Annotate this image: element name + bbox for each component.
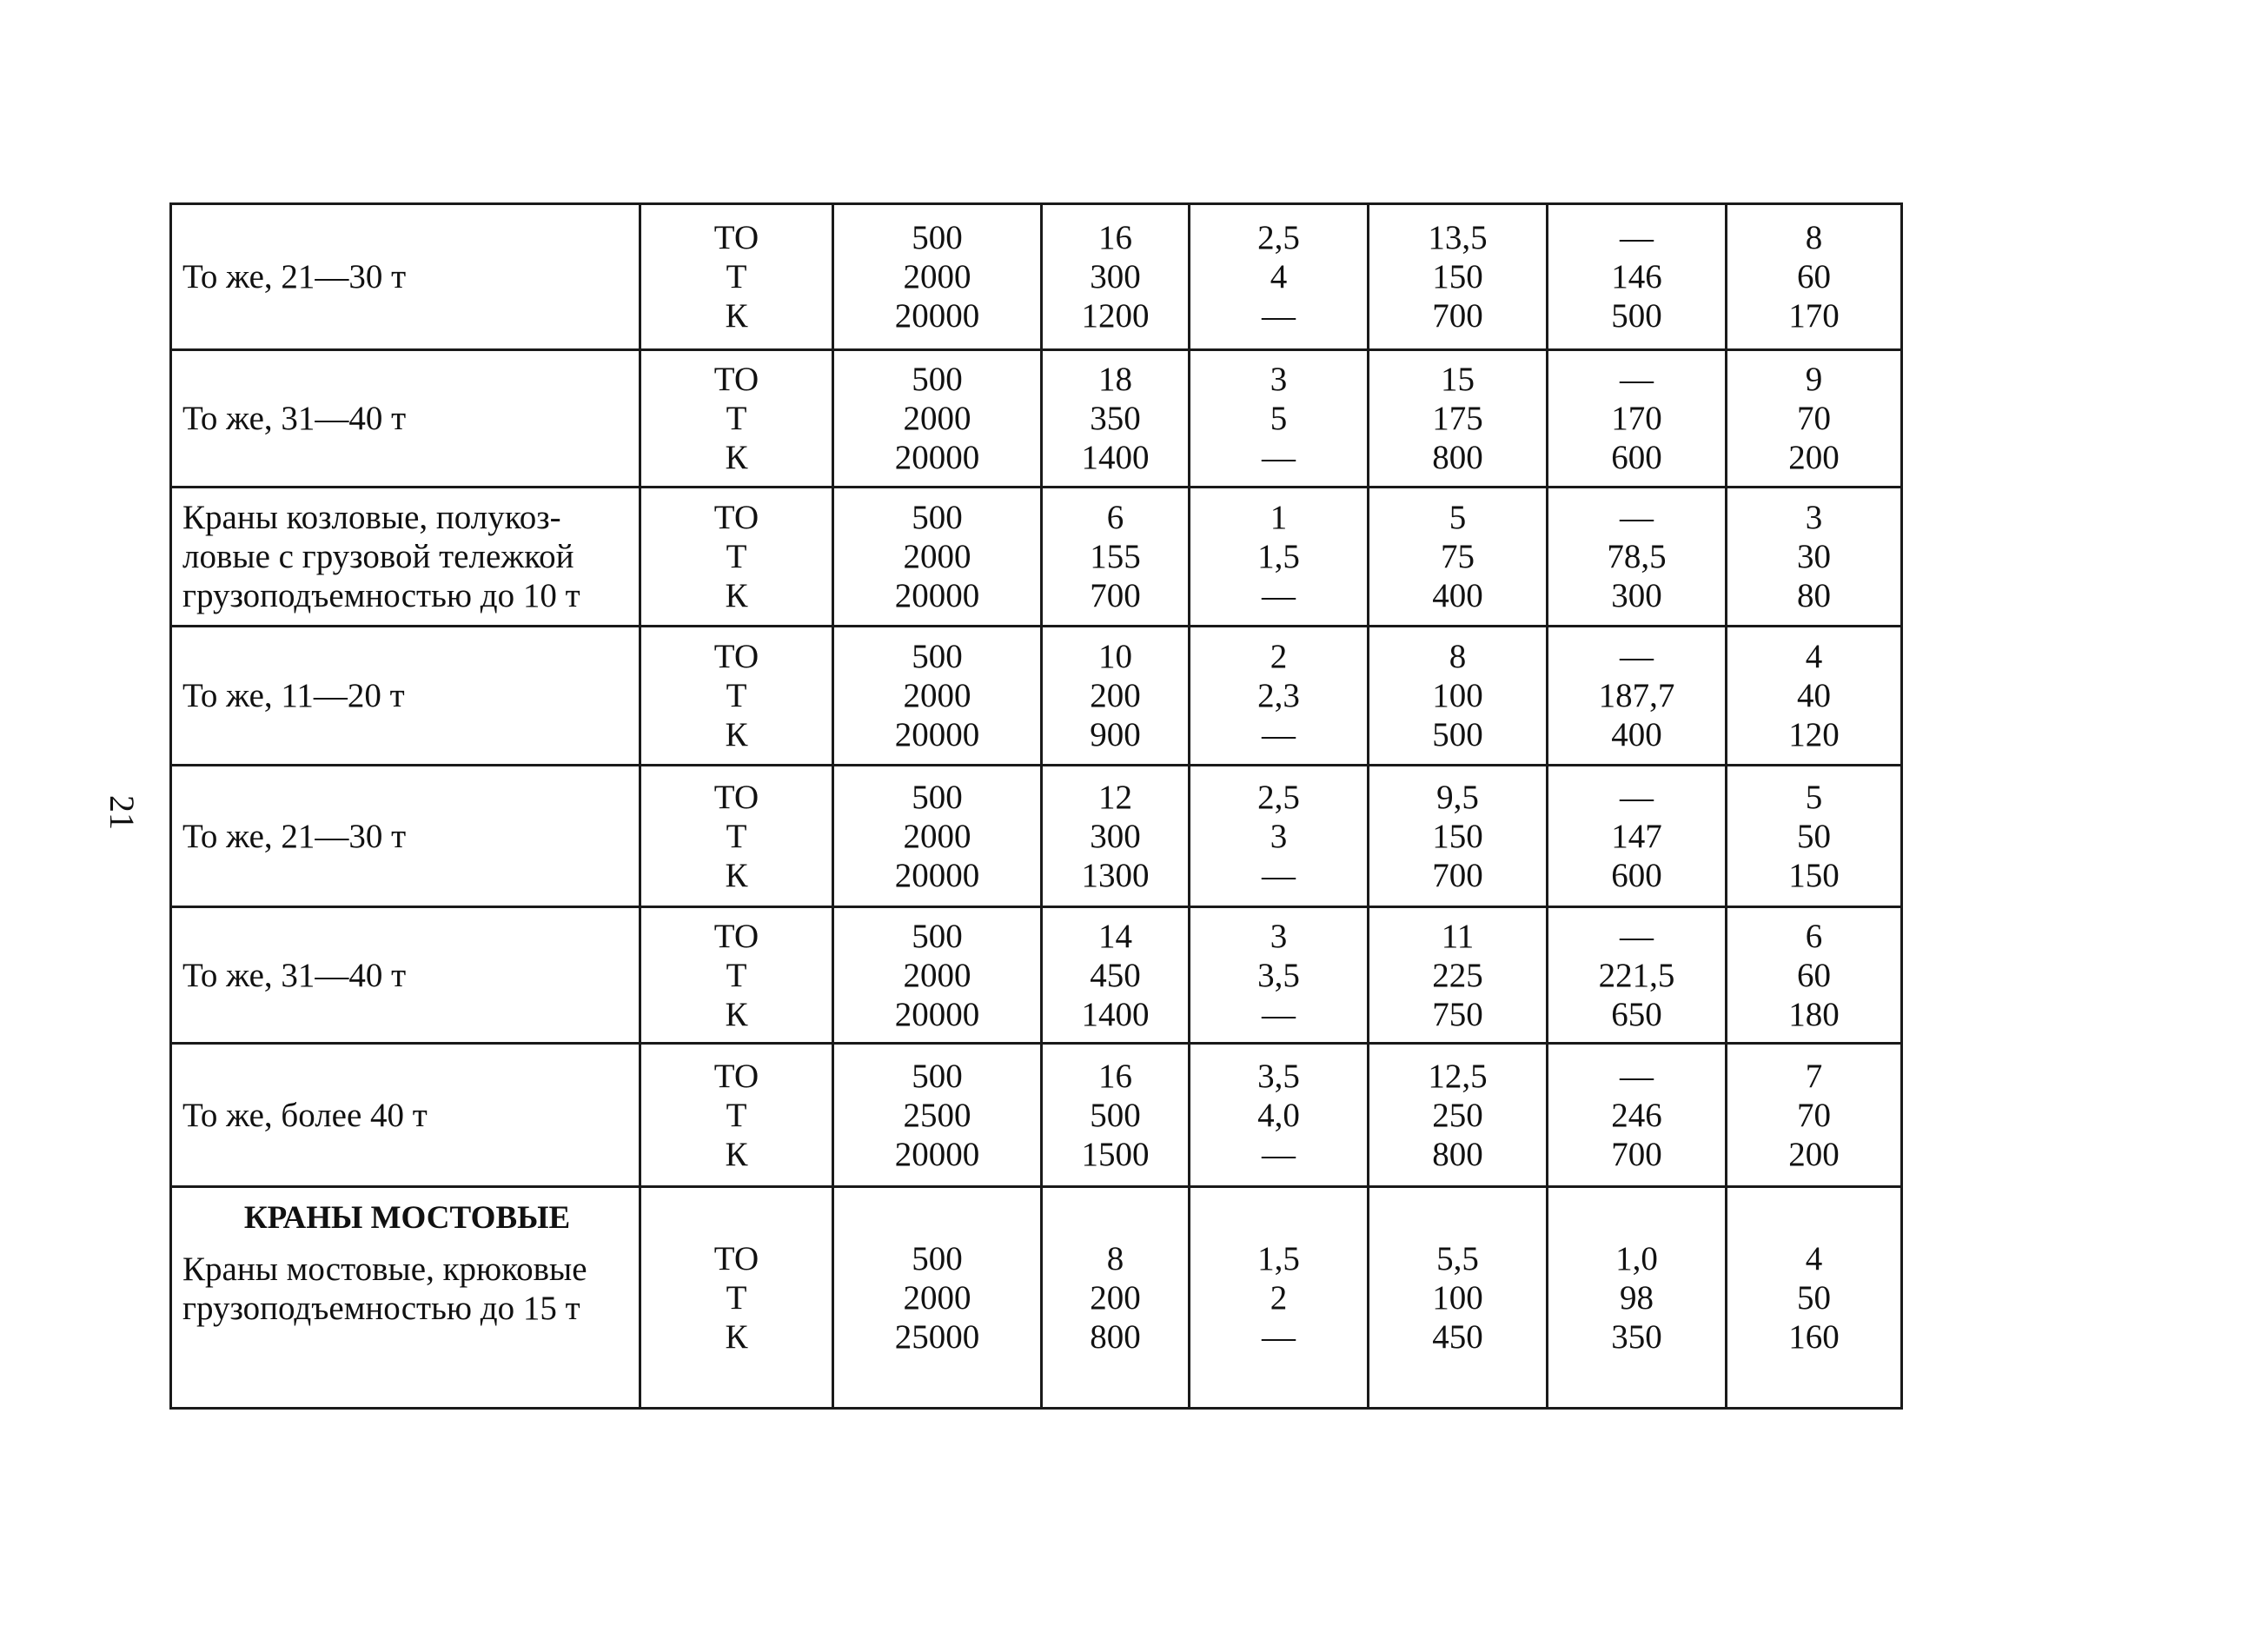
cell-value: 100: [1432, 1278, 1483, 1317]
cell-value: 500: [912, 917, 963, 955]
value-cell: [1190, 1044, 1369, 1187]
table-row: [171, 350, 1902, 488]
table-row: [171, 488, 1902, 627]
cell-value: 15: [1441, 361, 1475, 398]
cell-value: К: [725, 716, 748, 753]
cell-value: 20000: [894, 297, 980, 335]
cell-value: ТО: [713, 499, 759, 536]
cell-value: 18: [1098, 361, 1132, 398]
cell-value: 300: [1611, 577, 1662, 614]
cell-value: 11: [1441, 917, 1475, 955]
equipment-name: То же, 31—40 т: [182, 400, 407, 437]
cell-value: 300: [1090, 817, 1141, 855]
equipment-name-cell: [171, 766, 640, 907]
cell-value: 800: [1432, 1135, 1483, 1173]
value-cell: [1190, 204, 1369, 350]
cell-value: Т: [726, 677, 747, 714]
value-cell: [1042, 350, 1190, 488]
cell-value: 350: [1090, 400, 1141, 437]
cell-value: Т: [726, 1278, 747, 1317]
cell-value: 25000: [894, 1317, 980, 1356]
equipment-name-line: Краны козловые, полукоз-: [182, 499, 561, 536]
maintenance-table: [169, 202, 1903, 1410]
cell-value: 3,5: [1257, 956, 1300, 994]
cell-value: 9: [1805, 361, 1823, 398]
cell-value: 4: [1805, 1239, 1823, 1277]
value-cell: [1727, 1187, 1902, 1409]
cell-value: 450: [1090, 956, 1141, 994]
cell-value: 1,5: [1257, 538, 1300, 575]
cell-value: 1,5: [1257, 1239, 1300, 1277]
cell-value: 500: [1611, 297, 1662, 335]
value-cell: [1548, 488, 1727, 627]
cell-value: —: [1620, 361, 1654, 398]
value-cell: [833, 350, 1042, 488]
cell-value: 175: [1432, 400, 1483, 437]
cell-value: 7: [1805, 1057, 1823, 1095]
cell-value: Т: [726, 956, 747, 994]
cell-value: К: [725, 1135, 748, 1173]
cell-value: —: [1620, 1057, 1654, 1095]
cell-value: 20000: [894, 995, 980, 1033]
cell-value: 20000: [894, 439, 980, 476]
equipment-name: То же, 21—30 т: [182, 817, 407, 855]
cell-value: К: [725, 995, 748, 1033]
page-number: 21: [103, 795, 142, 830]
cell-value: Т: [726, 817, 747, 855]
cell-value: 50: [1797, 1278, 1831, 1317]
cell-value: 1300: [1081, 856, 1150, 894]
table-row: [171, 627, 1902, 766]
equipment-name-cell: [171, 204, 640, 350]
cell-value: ТО: [713, 219, 759, 256]
cell-value: 500: [912, 499, 963, 536]
cell-value: 500: [912, 219, 963, 256]
table-row: [171, 1187, 1902, 1409]
cell-value: 12: [1098, 778, 1132, 816]
cell-value: К: [725, 577, 748, 614]
cell-value: 3: [1805, 499, 1823, 536]
equipment-name-cell: [171, 1187, 640, 1409]
cell-value: 98: [1620, 1278, 1654, 1317]
value-cell: [1190, 350, 1369, 488]
value-cell: [1548, 350, 1727, 488]
value-cell: [1042, 488, 1190, 627]
cell-value: 12,5: [1428, 1057, 1488, 1095]
table-row: [171, 1044, 1902, 1187]
cell-value: 4,0: [1257, 1096, 1300, 1134]
cell-value: —: [1620, 499, 1654, 536]
cell-value: —: [1620, 638, 1654, 675]
service-type-cell: [640, 488, 833, 627]
cell-value: —: [1620, 917, 1654, 955]
equipment-name-cell: [171, 488, 640, 627]
value-cell: [1548, 204, 1727, 350]
value-cell: [1190, 907, 1369, 1044]
cell-value: 1,0: [1615, 1239, 1658, 1277]
cell-value: 500: [912, 361, 963, 398]
cell-value: 5: [1270, 400, 1288, 437]
cell-value: 20000: [894, 856, 980, 894]
cell-value: 4: [1805, 638, 1823, 675]
value-cell: [833, 907, 1042, 1044]
cell-value: 2000: [903, 538, 971, 575]
cell-value: 5: [1449, 499, 1467, 536]
cell-value: К: [725, 297, 748, 335]
value-cell: [1727, 766, 1902, 907]
service-type-cell: [640, 1187, 833, 1409]
cell-value: 450: [1432, 1317, 1483, 1356]
equipment-name: То же, 21—30 т: [182, 258, 407, 295]
cell-value: Т: [726, 258, 747, 295]
value-cell: [1369, 204, 1548, 350]
section-title: КРАНЫ МОСТОВЫЕ: [243, 1200, 571, 1236]
cell-value: —: [1262, 577, 1296, 614]
cell-value: 2000: [903, 956, 971, 994]
cell-value: 200: [1090, 1278, 1141, 1317]
value-cell: [1369, 766, 1548, 907]
cell-value: 50: [1797, 817, 1831, 855]
cell-value: ТО: [713, 638, 759, 675]
value-cell: [1727, 627, 1902, 766]
value-cell: [833, 1044, 1042, 1187]
value-cell: [1369, 907, 1548, 1044]
value-cell: [833, 766, 1042, 907]
cell-value: 800: [1432, 439, 1483, 476]
cell-value: 70: [1797, 1096, 1831, 1134]
value-cell: [1190, 766, 1369, 907]
cell-value: 1200: [1081, 297, 1150, 335]
cell-value: 700: [1611, 1135, 1662, 1173]
value-cell: [1548, 1044, 1727, 1187]
value-cell: [1727, 350, 1902, 488]
cell-value: ТО: [713, 917, 759, 955]
cell-value: —: [1262, 1135, 1296, 1173]
value-cell: [1190, 1187, 1369, 1409]
cell-value: 147: [1611, 817, 1662, 855]
cell-value: 900: [1090, 716, 1141, 753]
value-cell: [1548, 907, 1727, 1044]
cell-value: 2,5: [1257, 778, 1300, 816]
cell-value: 170: [1788, 297, 1840, 335]
cell-value: 70: [1797, 400, 1831, 437]
equipment-name-cell: [171, 350, 640, 488]
cell-value: 150: [1432, 817, 1483, 855]
cell-value: 60: [1797, 956, 1831, 994]
cell-value: 2,3: [1257, 677, 1300, 714]
cell-value: 16: [1098, 1057, 1132, 1095]
table-row: [171, 766, 1902, 907]
cell-value: 700: [1090, 577, 1141, 614]
cell-value: 700: [1432, 856, 1483, 894]
cell-value: Т: [726, 538, 747, 575]
value-cell: [1042, 204, 1190, 350]
service-type-cell: [640, 204, 833, 350]
value-cell: [1042, 1187, 1190, 1409]
value-cell: [1548, 1187, 1727, 1409]
cell-value: 40: [1797, 677, 1831, 714]
cell-value: 75: [1441, 538, 1475, 575]
cell-value: 146: [1611, 258, 1662, 295]
value-cell: [1548, 627, 1727, 766]
cell-value: 120: [1788, 716, 1840, 753]
equipment-name: То же, 31—40 т: [182, 956, 407, 994]
cell-value: 3,5: [1257, 1057, 1300, 1095]
value-cell: [1042, 1044, 1190, 1187]
cell-value: 500: [1432, 716, 1483, 753]
cell-value: 500: [912, 1057, 963, 1095]
cell-value: 200: [1788, 439, 1840, 476]
cell-value: 2000: [903, 817, 971, 855]
cell-value: —: [1262, 439, 1296, 476]
cell-value: 170: [1611, 400, 1662, 437]
cell-value: 8: [1805, 219, 1823, 256]
value-cell: [1369, 350, 1548, 488]
cell-value: 4: [1270, 258, 1288, 295]
cell-value: 5,5: [1436, 1239, 1479, 1277]
cell-value: 700: [1432, 297, 1483, 335]
cell-value: 78,5: [1607, 538, 1667, 575]
cell-value: —: [1262, 716, 1296, 753]
cell-value: 1400: [1081, 439, 1150, 476]
cell-value: 6: [1106, 499, 1124, 536]
cell-value: —: [1620, 219, 1654, 256]
equipment-name-line: Краны мостовые, крюковые: [182, 1251, 587, 1288]
cell-value: 2000: [903, 1278, 971, 1317]
cell-value: 20000: [894, 577, 980, 614]
value-cell: [833, 627, 1042, 766]
value-cell: [833, 488, 1042, 627]
equipment-name-line: грузоподъемностью до 15 т: [182, 1290, 580, 1327]
cell-value: 650: [1611, 995, 1662, 1033]
cell-value: 2: [1270, 638, 1288, 675]
equipment-name: То же, более 40 т: [182, 1096, 428, 1134]
value-cell: [1727, 907, 1902, 1044]
cell-value: 20000: [894, 716, 980, 753]
value-cell: [1042, 766, 1190, 907]
cell-value: 2000: [903, 258, 971, 295]
service-type-cell: [640, 627, 833, 766]
cell-value: 60: [1797, 258, 1831, 295]
cell-value: 13,5: [1428, 219, 1488, 256]
value-cell: [833, 1187, 1042, 1409]
cell-value: Т: [726, 400, 747, 437]
cell-value: 500: [912, 1239, 963, 1277]
cell-value: ТО: [713, 1057, 759, 1095]
equipment-name: То же, 11—20 т: [182, 677, 405, 714]
value-cell: [1042, 627, 1190, 766]
cell-value: 225: [1432, 956, 1483, 994]
cell-value: 5: [1805, 778, 1823, 816]
cell-value: 2000: [903, 677, 971, 714]
cell-value: 150: [1432, 258, 1483, 295]
equipment-name-cell: [171, 1044, 640, 1187]
cell-value: 2000: [903, 400, 971, 437]
value-cell: [1190, 488, 1369, 627]
cell-value: 1: [1270, 499, 1288, 536]
cell-value: Т: [726, 1096, 747, 1134]
cell-value: 2,5: [1257, 219, 1300, 256]
value-cell: [1369, 627, 1548, 766]
cell-value: 30: [1797, 538, 1831, 575]
cell-value: ТО: [713, 778, 759, 816]
table-row: [171, 204, 1902, 350]
cell-value: 6: [1805, 917, 1823, 955]
value-cell: [1369, 1044, 1548, 1187]
value-cell: [1369, 488, 1548, 627]
cell-value: 3: [1270, 817, 1288, 855]
cell-value: —: [1262, 995, 1296, 1033]
value-cell: [1190, 627, 1369, 766]
cell-value: 10: [1098, 638, 1132, 675]
cell-value: 3: [1270, 361, 1288, 398]
value-cell: [1548, 766, 1727, 907]
cell-value: К: [725, 856, 748, 894]
cell-value: 600: [1611, 439, 1662, 476]
cell-value: 350: [1611, 1317, 1662, 1356]
cell-value: 300: [1090, 258, 1141, 295]
cell-value: 250: [1432, 1096, 1483, 1134]
cell-value: 16: [1098, 219, 1132, 256]
cell-value: 246: [1611, 1096, 1662, 1134]
cell-value: К: [725, 439, 748, 476]
equipment-name-line: ловые с грузовой тележкой: [182, 538, 574, 575]
cell-value: 160: [1788, 1317, 1840, 1356]
value-cell: [1727, 1044, 1902, 1187]
service-type-cell: [640, 1044, 833, 1187]
service-type-cell: [640, 907, 833, 1044]
value-cell: [833, 204, 1042, 350]
cell-value: —: [1262, 856, 1296, 894]
cell-value: 500: [1090, 1096, 1141, 1134]
cell-value: 150: [1788, 856, 1840, 894]
value-cell: [1369, 1187, 1548, 1409]
equipment-name-cell: [171, 907, 640, 1044]
cell-value: ТО: [713, 1239, 759, 1277]
cell-value: 155: [1090, 538, 1141, 575]
cell-value: ТО: [713, 361, 759, 398]
service-type-cell: [640, 766, 833, 907]
cell-value: 400: [1432, 577, 1483, 614]
equipment-name-cell: [171, 627, 640, 766]
cell-value: 200: [1788, 1135, 1840, 1173]
value-cell: [1042, 907, 1190, 1044]
cell-value: 600: [1611, 856, 1662, 894]
cell-value: 200: [1090, 677, 1141, 714]
cell-value: 180: [1788, 995, 1840, 1033]
cell-value: К: [725, 1317, 748, 1356]
cell-value: 221,5: [1598, 956, 1675, 994]
cell-value: 2500: [903, 1096, 971, 1134]
table-row: [171, 907, 1902, 1044]
cell-value: 80: [1797, 577, 1831, 614]
cell-value: —: [1262, 1317, 1296, 1356]
cell-value: 750: [1432, 995, 1483, 1033]
equipment-name-line: грузоподъемностью до 10 т: [182, 577, 580, 614]
cell-value: 187,7: [1598, 677, 1675, 714]
cell-value: 8: [1449, 638, 1467, 675]
cell-value: 3: [1270, 917, 1288, 955]
cell-value: 500: [912, 638, 963, 675]
cell-value: 2: [1270, 1278, 1288, 1317]
cell-value: 14: [1098, 917, 1132, 955]
value-cell: [1727, 488, 1902, 627]
cell-value: 20000: [894, 1135, 980, 1173]
cell-value: 400: [1611, 716, 1662, 753]
service-type-cell: [640, 350, 833, 488]
cell-value: 500: [912, 778, 963, 816]
cell-value: 8: [1106, 1239, 1124, 1277]
value-cell: [1727, 204, 1902, 350]
cell-value: 9,5: [1436, 778, 1479, 816]
cell-value: —: [1620, 778, 1654, 816]
cell-value: 100: [1432, 677, 1483, 714]
cell-value: 800: [1090, 1317, 1141, 1356]
cell-value: 1400: [1081, 995, 1150, 1033]
cell-value: 1500: [1081, 1135, 1150, 1173]
cell-value: —: [1262, 297, 1296, 335]
